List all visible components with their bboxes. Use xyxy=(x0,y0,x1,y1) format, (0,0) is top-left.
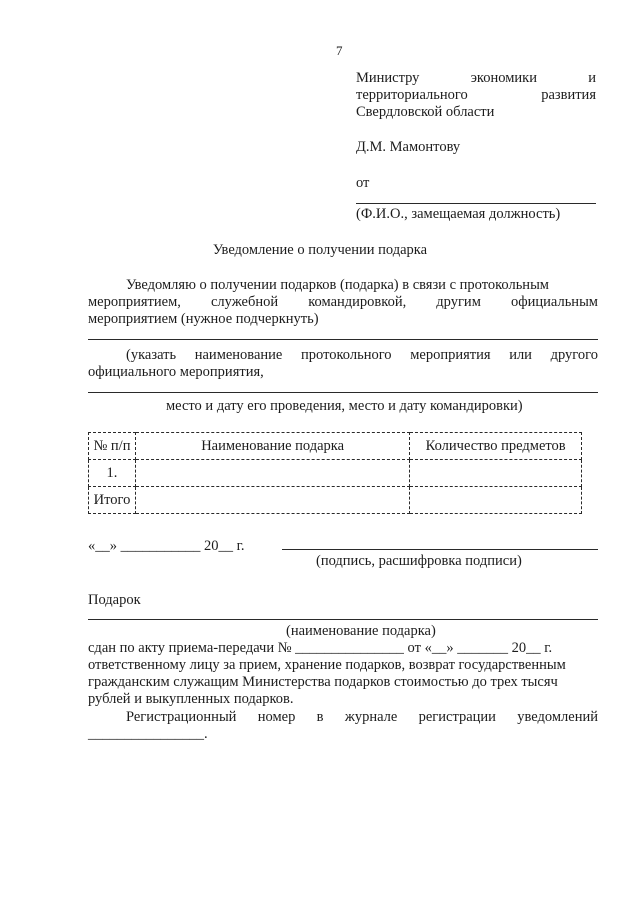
body-p2-line2: официального мероприятия, xyxy=(88,364,264,380)
gift-label: Подарок xyxy=(88,592,141,608)
gift-name-cell[interactable] xyxy=(135,460,409,487)
addressee-line-2: территориального развития xyxy=(356,87,596,103)
header-number: № п/п xyxy=(89,433,136,460)
blank-line-2 xyxy=(88,392,598,393)
page-number: 7 xyxy=(336,43,343,58)
from-caption: (Ф.И.О., замещаемая должность) xyxy=(356,206,561,222)
table-row-total xyxy=(89,487,582,514)
quantity-cell[interactable] xyxy=(410,460,582,487)
body-p2-line3: место и дату его проведения, место и дату командировки) xyxy=(166,398,523,414)
registration-number-field[interactable]: ________________. xyxy=(88,726,208,742)
body-p1-line3: мероприятием (нужное подчеркнуть) xyxy=(88,311,319,327)
body-p1-line2: мероприятием, служебной командировкой, другим официальным xyxy=(88,294,598,310)
addressee-line-1: Министру экономики и xyxy=(356,70,596,86)
date-field[interactable]: «__» ___________ 20__ г. xyxy=(88,538,245,554)
blank-line-1 xyxy=(88,339,598,340)
total-quantity-cell[interactable] xyxy=(410,487,582,514)
signature-line[interactable] xyxy=(282,549,598,550)
body-p1-line1: Уведомляю о получении подарков (подарка) в связи с протокольным xyxy=(126,277,549,293)
header-quantity: Количество предметов xyxy=(410,433,582,460)
table-header-row xyxy=(89,433,582,460)
document-title: Уведомление о получении подарка xyxy=(212,242,428,258)
total-label: Итого xyxy=(89,487,136,514)
signature-caption: (подпись, расшифровка подписи) xyxy=(316,553,522,569)
gift-name-line[interactable] xyxy=(88,619,598,620)
addressee-line-3: Свердловской области xyxy=(356,104,495,120)
body-p2-line1: (указать наименование протокольного мероприятия или другого xyxy=(126,347,598,363)
header-gift-name: Наименование подарка xyxy=(135,433,409,460)
addressee-name: Д.М. Мамонтову xyxy=(356,139,461,155)
table-row xyxy=(89,460,582,487)
gift-name-caption: (наименование подарка) xyxy=(286,623,436,639)
gift-text-line2: ответственному лицу за прием, хранение подарков, возврат государственным xyxy=(88,657,566,673)
gift-text-line4: рублей и выкупленных подарков. xyxy=(88,691,294,707)
total-gift-cell[interactable] xyxy=(135,487,409,514)
row-number: 1. xyxy=(89,460,136,487)
registration-line: Регистрационный номер в журнале регистрации уведомлений xyxy=(126,709,598,725)
from-underline xyxy=(356,203,596,204)
gifts-table xyxy=(88,432,582,514)
gift-text-line3: гражданским служащим Министерства подарков стоимостью до трех тысяч xyxy=(88,674,558,690)
from-label: от xyxy=(356,175,370,191)
gift-act-line: сдан по акту приема-передачи № _______________ от «__» _______ 20__ г. xyxy=(88,640,553,656)
